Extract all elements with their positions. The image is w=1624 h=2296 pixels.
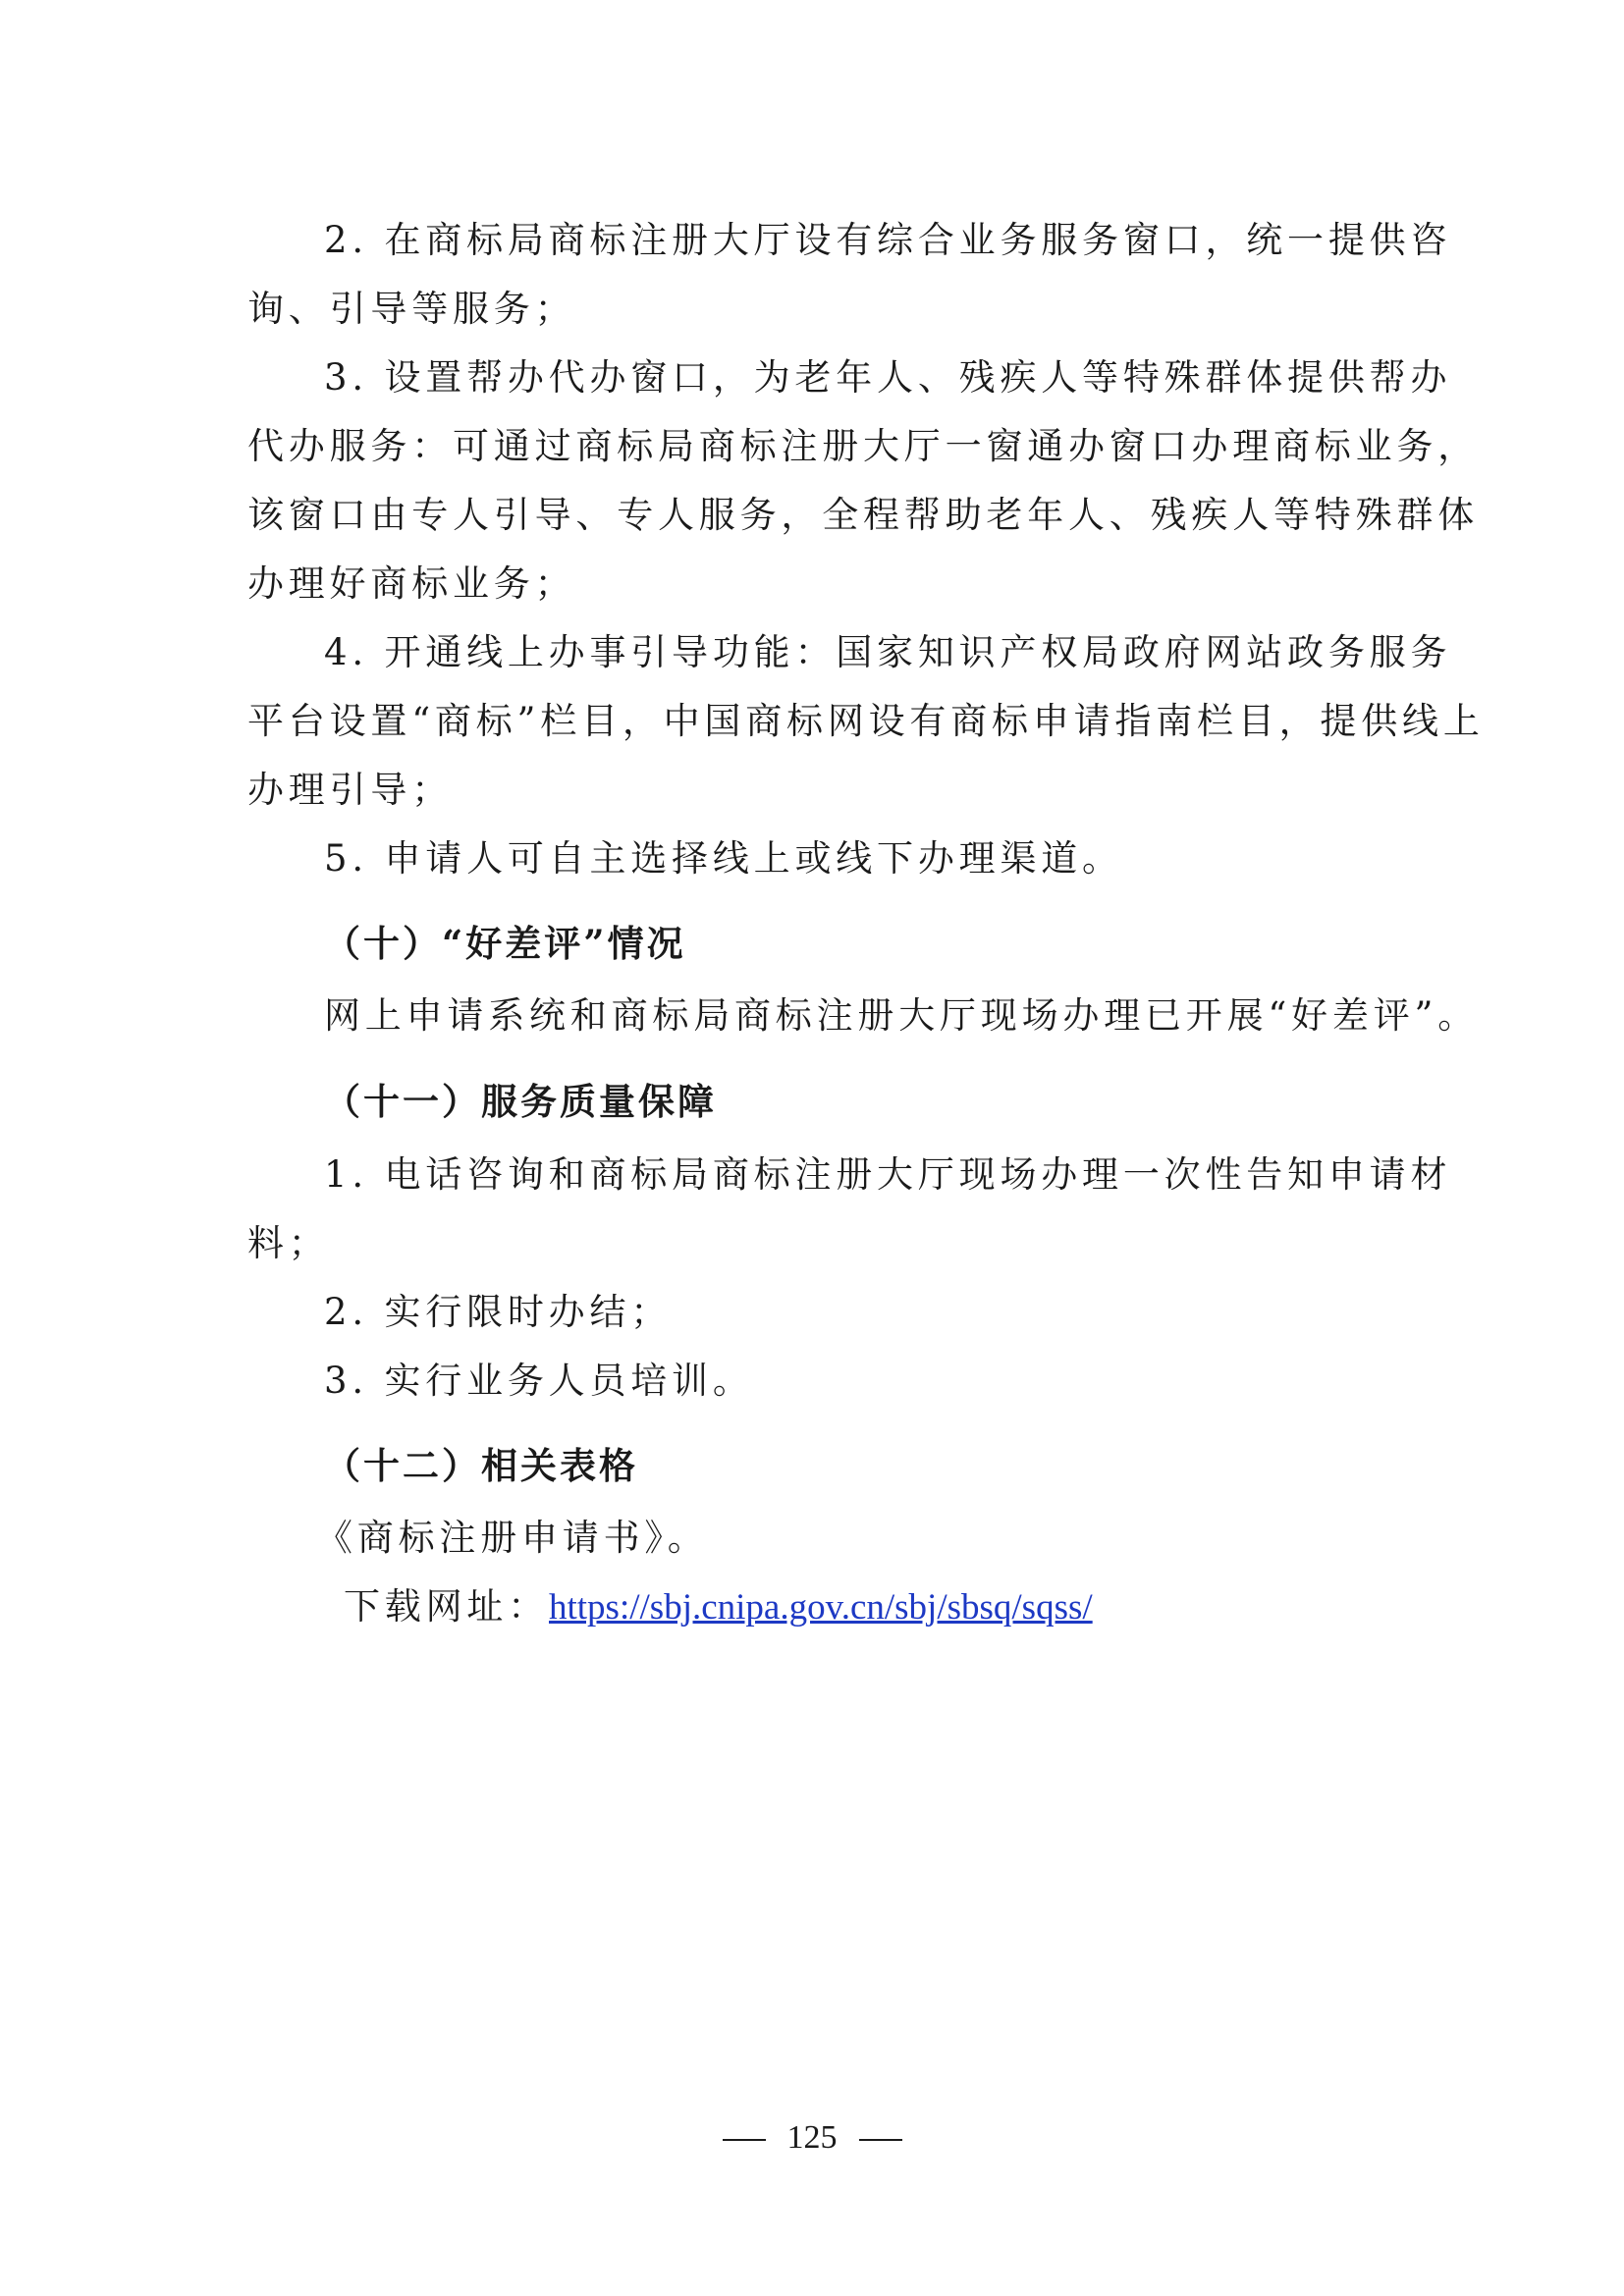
page-number: 125 <box>786 2119 838 2156</box>
section-11-item-2: 2. 实行限时办结； <box>324 1291 673 1333</box>
section-12-heading: （十二）相关表格 <box>324 1444 638 1487</box>
form-name: 《商标注册申请书》。 <box>316 1517 709 1559</box>
item-5: 5. 申请人可自主选择线上或线下办理渠道。 <box>324 837 1123 880</box>
download-label: 下载网址： <box>344 1585 549 1628</box>
item-2-line-2: 询、引导等服务； <box>247 288 576 330</box>
section-11-heading: （十一）服务质量保障 <box>324 1080 717 1123</box>
item-4-line-1: 4. 开通线上办事引导功能：国家知识产权局政府网站政务服务 <box>324 631 1452 673</box>
section-10-heading: （十）“好差评”情况 <box>324 922 686 965</box>
item-4-line-2: 平台设置“商标”栏目，中国商标网设有商标申请指南栏目，提供线上 <box>247 700 1485 742</box>
section-10-text: 网上申请系统和商标局商标注册大厅现场办理已开展“好差评”。 <box>324 994 1480 1037</box>
left-dash <box>723 2139 766 2141</box>
right-dash <box>859 2139 902 2141</box>
item-3-line-4: 办理好商标业务； <box>247 562 576 605</box>
section-11-item-3: 3. 实行业务人员培训。 <box>324 1360 754 1402</box>
section-11-item-1-line-2: 料； <box>247 1222 330 1264</box>
page-number-footer <box>0 2116 1624 2160</box>
section-11-item-1-line-1: 1. 电话咨询和商标局商标注册大厅现场办理一次性告知申请材 <box>324 1153 1452 1196</box>
item-3-line-3: 该窗口由专人引导、专人服务，全程帮助老年人、残疾人等特殊群体 <box>247 494 1479 536</box>
item-2-line-1: 2. 在商标局商标注册大厅设有综合业务服务窗口，统一提供咨 <box>324 219 1452 261</box>
download-link[interactable]: https://sbj.cnipa.gov.cn/sbj/sbsq/sqss/ <box>549 1587 1093 1628</box>
download-line <box>344 1581 1483 1632</box>
item-3-line-2: 代办服务：可通过商标局商标注册大厅一窗通办窗口办理商标业务， <box>247 425 1479 467</box>
item-3-line-1: 3. 设置帮办代办窗口，为老年人、残疾人等特殊群体提供帮办 <box>324 356 1452 399</box>
item-4-line-3: 办理引导； <box>247 769 453 811</box>
